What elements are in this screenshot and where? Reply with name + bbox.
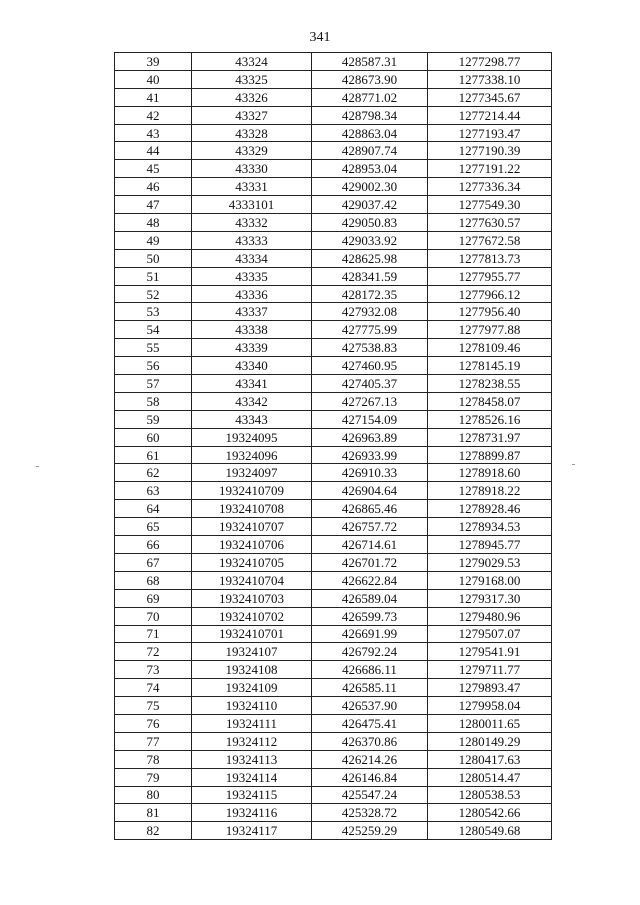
point-number-cell: 74 <box>115 679 192 697</box>
table-row <box>115 661 552 679</box>
point-id-cell: 1932410702 <box>192 607 312 625</box>
point-id-cell: 19324117 <box>192 822 312 840</box>
point-id-cell: 1932410706 <box>192 536 312 554</box>
x-coordinate-cell: 429002.30 <box>312 178 428 196</box>
table-row <box>115 536 552 554</box>
table-row <box>115 607 552 625</box>
point-id-cell: 19324115 <box>192 786 312 804</box>
table-row <box>115 786 552 804</box>
point-id-cell: 43330 <box>192 160 312 178</box>
y-coordinate-cell: 1277214.44 <box>428 106 552 124</box>
point-number-cell: 51 <box>115 267 192 285</box>
table-row <box>115 714 552 732</box>
point-number-cell: 40 <box>115 70 192 88</box>
y-coordinate-cell: 1277977.88 <box>428 321 552 339</box>
point-number-cell: 61 <box>115 446 192 464</box>
point-id-cell: 43343 <box>192 410 312 428</box>
point-number-cell: 58 <box>115 392 192 410</box>
x-coordinate-cell: 426910.33 <box>312 464 428 482</box>
point-number-cell: 82 <box>115 822 192 840</box>
point-number-cell: 39 <box>115 53 192 71</box>
point-number-cell: 43 <box>115 124 192 142</box>
point-id-cell: 19324095 <box>192 428 312 446</box>
point-number-cell: 54 <box>115 321 192 339</box>
x-coordinate-cell: 426214.26 <box>312 750 428 768</box>
table-row <box>115 303 552 321</box>
point-id-cell: 19324116 <box>192 804 312 822</box>
table-row <box>115 392 552 410</box>
table-row <box>115 88 552 106</box>
point-id-cell: 43340 <box>192 357 312 375</box>
point-id-cell: 43326 <box>192 88 312 106</box>
point-id-cell: 43328 <box>192 124 312 142</box>
point-id-cell: 43324 <box>192 53 312 71</box>
point-id-cell: 43335 <box>192 267 312 285</box>
point-number-cell: 71 <box>115 625 192 643</box>
x-coordinate-cell: 426963.89 <box>312 428 428 446</box>
table-row <box>115 339 552 357</box>
point-number-cell: 57 <box>115 375 192 393</box>
x-coordinate-cell: 426589.04 <box>312 589 428 607</box>
y-coordinate-cell: 1277193.47 <box>428 124 552 142</box>
y-coordinate-cell: 1278731.97 <box>428 428 552 446</box>
x-coordinate-cell: 426686.11 <box>312 661 428 679</box>
y-coordinate-cell: 1277630.57 <box>428 214 552 232</box>
table-row <box>115 375 552 393</box>
point-id-cell: 43337 <box>192 303 312 321</box>
point-number-cell: 75 <box>115 697 192 715</box>
x-coordinate-cell: 426146.84 <box>312 768 428 786</box>
point-id-cell: 43334 <box>192 249 312 267</box>
table-row <box>115 625 552 643</box>
y-coordinate-cell: 1277955.77 <box>428 267 552 285</box>
point-id-cell: 43327 <box>192 106 312 124</box>
point-number-cell: 77 <box>115 732 192 750</box>
point-id-cell: 43332 <box>192 214 312 232</box>
x-coordinate-cell: 426904.64 <box>312 482 428 500</box>
x-coordinate-cell: 428798.34 <box>312 106 428 124</box>
x-coordinate-cell: 428172.35 <box>312 285 428 303</box>
point-number-cell: 45 <box>115 160 192 178</box>
table-row <box>115 285 552 303</box>
x-coordinate-cell: 428625.98 <box>312 249 428 267</box>
point-id-cell: 43342 <box>192 392 312 410</box>
point-number-cell: 44 <box>115 142 192 160</box>
y-coordinate-cell: 1277672.58 <box>428 231 552 249</box>
table-row <box>115 500 552 518</box>
x-coordinate-cell: 429033.92 <box>312 231 428 249</box>
x-coordinate-cell: 427538.83 <box>312 339 428 357</box>
point-id-cell: 43331 <box>192 178 312 196</box>
y-coordinate-cell: 1279541.91 <box>428 643 552 661</box>
point-number-cell: 69 <box>115 589 192 607</box>
y-coordinate-cell: 1278928.46 <box>428 500 552 518</box>
table-row <box>115 428 552 446</box>
table-body <box>115 53 552 840</box>
point-number-cell: 46 <box>115 178 192 196</box>
point-id-cell: 19324111 <box>192 714 312 732</box>
table-row <box>115 589 552 607</box>
point-id-cell: 1932410708 <box>192 500 312 518</box>
table-row <box>115 822 552 840</box>
scan-speck <box>572 464 575 465</box>
point-id-cell: 43325 <box>192 70 312 88</box>
x-coordinate-cell: 427267.13 <box>312 392 428 410</box>
point-id-cell: 1932410709 <box>192 482 312 500</box>
point-id-cell: 43338 <box>192 321 312 339</box>
x-coordinate-cell: 426622.84 <box>312 571 428 589</box>
coordinates-table <box>114 52 552 840</box>
table-row <box>115 446 552 464</box>
point-id-cell: 19324113 <box>192 750 312 768</box>
point-id-cell: 43329 <box>192 142 312 160</box>
point-number-cell: 42 <box>115 106 192 124</box>
x-coordinate-cell: 428673.90 <box>312 70 428 88</box>
point-id-cell: 19324112 <box>192 732 312 750</box>
y-coordinate-cell: 1279480.96 <box>428 607 552 625</box>
table-row <box>115 410 552 428</box>
x-coordinate-cell: 426599.73 <box>312 607 428 625</box>
point-id-cell: 4333101 <box>192 196 312 214</box>
x-coordinate-cell: 428771.02 <box>312 88 428 106</box>
point-number-cell: 59 <box>115 410 192 428</box>
point-id-cell: 1932410701 <box>192 625 312 643</box>
point-number-cell: 79 <box>115 768 192 786</box>
y-coordinate-cell: 1277338.10 <box>428 70 552 88</box>
point-id-cell: 1932410703 <box>192 589 312 607</box>
x-coordinate-cell: 426701.72 <box>312 553 428 571</box>
y-coordinate-cell: 1278918.22 <box>428 482 552 500</box>
point-number-cell: 41 <box>115 88 192 106</box>
x-coordinate-cell: 426757.72 <box>312 518 428 536</box>
table-row <box>115 70 552 88</box>
x-coordinate-cell: 428863.04 <box>312 124 428 142</box>
x-coordinate-cell: 426537.90 <box>312 697 428 715</box>
x-coordinate-cell: 427932.08 <box>312 303 428 321</box>
y-coordinate-cell: 1278145.19 <box>428 357 552 375</box>
x-coordinate-cell: 428953.04 <box>312 160 428 178</box>
point-number-cell: 62 <box>115 464 192 482</box>
point-id-cell: 19324107 <box>192 643 312 661</box>
y-coordinate-cell: 1280542.66 <box>428 804 552 822</box>
y-coordinate-cell: 1280514.47 <box>428 768 552 786</box>
table-row <box>115 53 552 71</box>
point-number-cell: 64 <box>115 500 192 518</box>
y-coordinate-cell: 1277190.39 <box>428 142 552 160</box>
y-coordinate-cell: 1278899.87 <box>428 446 552 464</box>
point-number-cell: 80 <box>115 786 192 804</box>
point-number-cell: 48 <box>115 214 192 232</box>
y-coordinate-cell: 1280011.65 <box>428 714 552 732</box>
point-number-cell: 55 <box>115 339 192 357</box>
point-number-cell: 67 <box>115 553 192 571</box>
point-id-cell: 1932410707 <box>192 518 312 536</box>
point-number-cell: 76 <box>115 714 192 732</box>
table-row <box>115 768 552 786</box>
point-id-cell: 19324097 <box>192 464 312 482</box>
point-number-cell: 70 <box>115 607 192 625</box>
point-id-cell: 19324114 <box>192 768 312 786</box>
y-coordinate-cell: 1277966.12 <box>428 285 552 303</box>
y-coordinate-cell: 1278238.55 <box>428 375 552 393</box>
y-coordinate-cell: 1279029.53 <box>428 553 552 571</box>
x-coordinate-cell: 428587.31 <box>312 53 428 71</box>
x-coordinate-cell: 426865.46 <box>312 500 428 518</box>
point-id-cell: 43336 <box>192 285 312 303</box>
table-row <box>115 124 552 142</box>
table-row <box>115 106 552 124</box>
x-coordinate-cell: 425328.72 <box>312 804 428 822</box>
scan-speck <box>36 466 39 467</box>
x-coordinate-cell: 427405.37 <box>312 375 428 393</box>
y-coordinate-cell: 1277813.73 <box>428 249 552 267</box>
x-coordinate-cell: 427460.95 <box>312 357 428 375</box>
table-row <box>115 804 552 822</box>
y-coordinate-cell: 1280417.63 <box>428 750 552 768</box>
x-coordinate-cell: 426691.99 <box>312 625 428 643</box>
table-row <box>115 482 552 500</box>
point-number-cell: 53 <box>115 303 192 321</box>
x-coordinate-cell: 425259.29 <box>312 822 428 840</box>
x-coordinate-cell: 426475.41 <box>312 714 428 732</box>
point-number-cell: 63 <box>115 482 192 500</box>
table-row <box>115 196 552 214</box>
table-row <box>115 214 552 232</box>
x-coordinate-cell: 426792.24 <box>312 643 428 661</box>
x-coordinate-cell: 428341.59 <box>312 267 428 285</box>
y-coordinate-cell: 1277191.22 <box>428 160 552 178</box>
point-number-cell: 72 <box>115 643 192 661</box>
table-row <box>115 178 552 196</box>
point-number-cell: 56 <box>115 357 192 375</box>
y-coordinate-cell: 1279893.47 <box>428 679 552 697</box>
y-coordinate-cell: 1278109.46 <box>428 339 552 357</box>
x-coordinate-cell: 426585.11 <box>312 679 428 697</box>
table-row <box>115 267 552 285</box>
table-row <box>115 643 552 661</box>
table-row <box>115 697 552 715</box>
point-number-cell: 65 <box>115 518 192 536</box>
y-coordinate-cell: 1277298.77 <box>428 53 552 71</box>
x-coordinate-cell: 429037.42 <box>312 196 428 214</box>
table-row <box>115 160 552 178</box>
y-coordinate-cell: 1279317.30 <box>428 589 552 607</box>
x-coordinate-cell: 429050.83 <box>312 214 428 232</box>
y-coordinate-cell: 1277956.40 <box>428 303 552 321</box>
y-coordinate-cell: 1277336.34 <box>428 178 552 196</box>
point-id-cell: 1932410705 <box>192 553 312 571</box>
table-row <box>115 518 552 536</box>
table-row <box>115 750 552 768</box>
y-coordinate-cell: 1277549.30 <box>428 196 552 214</box>
y-coordinate-cell: 1278934.53 <box>428 518 552 536</box>
y-coordinate-cell: 1278526.16 <box>428 410 552 428</box>
point-number-cell: 78 <box>115 750 192 768</box>
point-number-cell: 66 <box>115 536 192 554</box>
y-coordinate-cell: 1280549.68 <box>428 822 552 840</box>
y-coordinate-cell: 1280538.53 <box>428 786 552 804</box>
table-row <box>115 142 552 160</box>
table-row <box>115 553 552 571</box>
y-coordinate-cell: 1278458.07 <box>428 392 552 410</box>
point-number-cell: 50 <box>115 249 192 267</box>
x-coordinate-cell: 427154.09 <box>312 410 428 428</box>
y-coordinate-cell: 1278945.77 <box>428 536 552 554</box>
x-coordinate-cell: 428907.74 <box>312 142 428 160</box>
y-coordinate-cell: 1279168.00 <box>428 571 552 589</box>
y-coordinate-cell: 1278918.60 <box>428 464 552 482</box>
point-number-cell: 47 <box>115 196 192 214</box>
y-coordinate-cell: 1279507.07 <box>428 625 552 643</box>
x-coordinate-cell: 426370.86 <box>312 732 428 750</box>
x-coordinate-cell: 426714.61 <box>312 536 428 554</box>
point-id-cell: 1932410704 <box>192 571 312 589</box>
table-row <box>115 249 552 267</box>
point-number-cell: 73 <box>115 661 192 679</box>
point-id-cell: 19324108 <box>192 661 312 679</box>
x-coordinate-cell: 425547.24 <box>312 786 428 804</box>
point-id-cell: 43341 <box>192 375 312 393</box>
x-coordinate-cell: 427775.99 <box>312 321 428 339</box>
table-row <box>115 231 552 249</box>
table-row <box>115 464 552 482</box>
table-row <box>115 321 552 339</box>
point-number-cell: 81 <box>115 804 192 822</box>
point-id-cell: 19324096 <box>192 446 312 464</box>
y-coordinate-cell: 1279958.04 <box>428 697 552 715</box>
y-coordinate-cell: 1280149.29 <box>428 732 552 750</box>
table-row <box>115 732 552 750</box>
table-row <box>115 571 552 589</box>
point-number-cell: 52 <box>115 285 192 303</box>
point-number-cell: 60 <box>115 428 192 446</box>
x-coordinate-cell: 426933.99 <box>312 446 428 464</box>
table-row <box>115 357 552 375</box>
table-row <box>115 679 552 697</box>
point-id-cell: 19324110 <box>192 697 312 715</box>
page-number: 341 <box>309 30 331 45</box>
point-id-cell: 43339 <box>192 339 312 357</box>
y-coordinate-cell: 1277345.67 <box>428 88 552 106</box>
point-id-cell: 19324109 <box>192 679 312 697</box>
point-number-cell: 49 <box>115 231 192 249</box>
y-coordinate-cell: 1279711.77 <box>428 661 552 679</box>
point-id-cell: 43333 <box>192 231 312 249</box>
point-number-cell: 68 <box>115 571 192 589</box>
